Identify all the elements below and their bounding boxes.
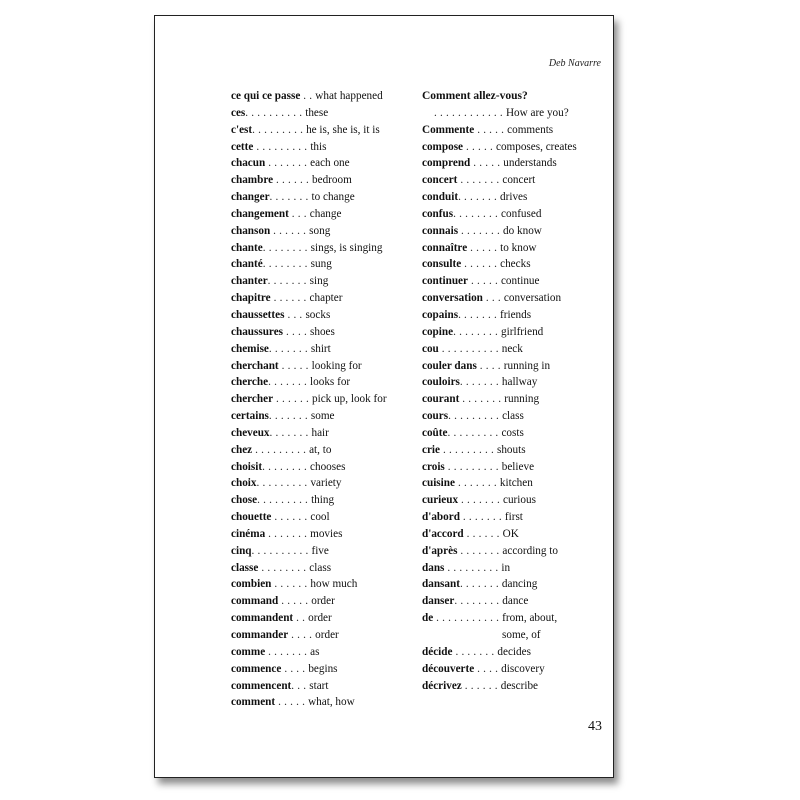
glossary-entry [422, 560, 607, 577]
glossary-definition: bedroom [312, 174, 352, 187]
glossary-term: cinq [231, 544, 252, 557]
glossary-entry [422, 206, 607, 223]
glossary-term: coûte [422, 426, 448, 439]
glossary-term: copains [422, 308, 459, 321]
glossary-definition: hair [311, 426, 329, 439]
leader-dots: . . . . . . . . . [253, 140, 311, 153]
glossary-definition: costs [501, 426, 524, 439]
leader-dots: . . . . . . [271, 578, 311, 591]
glossary-entry [231, 374, 406, 391]
leader-dots: . . . . . . . . . [252, 443, 310, 456]
glossary-definition: class [309, 561, 332, 574]
glossary-entry [231, 172, 406, 189]
glossary-term: cette [231, 140, 254, 153]
glossary-entry [231, 560, 406, 577]
glossary-entry [422, 543, 607, 560]
glossary-term: chacun [231, 157, 266, 170]
glossary-definition: hallway [501, 376, 538, 389]
glossary-term: chemise [231, 342, 269, 355]
leader-dots: . . . . . . . . [262, 258, 311, 271]
glossary-definition: thing [311, 494, 335, 507]
glossary-heading-continuation [422, 105, 607, 122]
leader-dots: . . . . . . [463, 527, 503, 540]
leader-dots: . . . . . . . . . . [251, 544, 312, 557]
glossary-entry [422, 678, 607, 695]
glossary-entry [231, 442, 406, 459]
glossary-term: continuer [422, 275, 468, 288]
glossary-definition: change [309, 207, 342, 220]
glossary-definition: composes, creates [495, 140, 577, 153]
glossary-definition: according to [502, 544, 558, 557]
glossary-term: dans [422, 561, 445, 574]
glossary-entry [422, 358, 607, 375]
glossary-entry [231, 576, 406, 593]
glossary-definition: from, about, [502, 612, 558, 625]
glossary-definition: what, how [308, 696, 355, 709]
glossary-definition: song [309, 224, 331, 237]
glossary-entry [231, 139, 406, 156]
glossary-definition: conversation [503, 292, 562, 305]
glossary-term: cuisine [422, 477, 455, 490]
glossary-definition: chooses [310, 460, 346, 473]
leader-dots: . . . . . . . [459, 376, 502, 389]
glossary-term: changement [231, 207, 289, 220]
glossary-entry [422, 492, 607, 509]
leader-dots: . . . . . . . . . [256, 477, 311, 490]
glossary-term: cou [422, 342, 439, 355]
glossary-entry [231, 273, 406, 290]
glossary-term: chapitre [231, 292, 271, 305]
glossary-definition: curious [503, 494, 536, 507]
glossary-definition: sing [309, 275, 329, 288]
leader-dots: . . . . . . . [265, 157, 311, 170]
leader-dots: . . . . . . . . . [447, 426, 502, 439]
leader-dots: . . . . . . . [267, 275, 310, 288]
leader-dots: . . . . . . . [458, 494, 503, 507]
glossary-entry [422, 374, 607, 391]
glossary-definition: how much [310, 578, 358, 591]
glossary-entry [231, 223, 406, 240]
glossary-entry [422, 475, 607, 492]
glossary-definition: running in [503, 359, 551, 372]
glossary-entry [422, 459, 607, 476]
glossary-definition: understands [503, 157, 557, 170]
glossary-term: cheveux [231, 426, 270, 439]
glossary-definition: looks for [310, 376, 351, 389]
glossary-entry [231, 475, 406, 492]
leader-dots: . . . . . . . [268, 410, 311, 423]
right-glossary-column [422, 88, 607, 694]
leader-dots: . . . . . . . . . . . . [434, 106, 506, 119]
glossary-entry [231, 459, 406, 476]
leader-dots: . . . [291, 679, 310, 692]
leader-dots: . . . . . . . . . [252, 123, 307, 136]
leader-dots: . . . . . . [461, 679, 501, 692]
glossary-entry [422, 324, 607, 341]
leader-dots: . . . . . [463, 140, 496, 153]
glossary-term: couloirs [422, 376, 460, 389]
glossary-definition: he is, she is, it is [306, 123, 380, 136]
leader-dots: . . . . . . . . . [444, 460, 502, 473]
glossary-entry [231, 122, 406, 139]
glossary-term: certains [231, 410, 269, 423]
glossary-entry [422, 442, 607, 459]
leader-dots: . . . . . . [461, 258, 501, 271]
leader-dots: . . . . [288, 629, 316, 641]
glossary-definition: order [308, 612, 332, 625]
glossary-entry [231, 88, 406, 105]
glossary-definition: sung [310, 258, 332, 271]
glossary-term: chaussures [231, 325, 284, 338]
glossary-definition: as [310, 645, 320, 658]
glossary-term: conduit [422, 191, 459, 204]
glossary-definition: at, to [309, 443, 332, 456]
glossary-entry [422, 273, 607, 290]
glossary-entry [422, 240, 607, 257]
glossary-definition: some, of [502, 629, 541, 641]
glossary-term: choisit [231, 460, 263, 473]
glossary-entry [231, 206, 406, 223]
glossary-term: de [422, 612, 434, 625]
leader-dots: . . . . . . . [459, 578, 502, 591]
glossary-term: connais [422, 224, 459, 237]
glossary-entry [231, 492, 406, 509]
glossary-entry [231, 526, 406, 543]
glossary-entry [231, 358, 406, 375]
glossary-term: d'abord [422, 511, 460, 524]
glossary-definition: pick up, look for [312, 393, 387, 406]
leader-dots: . . . . . . . . . . [438, 342, 502, 355]
glossary-definition: How are you? [505, 106, 569, 119]
leader-dots: . . . . . . . [457, 544, 503, 557]
glossary-term: Commente [422, 123, 475, 136]
leader-dots: . . . . . . . [457, 174, 503, 187]
glossary-term: courant [422, 393, 460, 406]
glossary-term: chanson [231, 224, 271, 237]
leader-dots: . . . . . . . . [262, 460, 311, 473]
glossary-definition: this [310, 140, 327, 153]
glossary-definition: discovery [501, 662, 545, 675]
glossary-entry [231, 324, 406, 341]
leader-dots: . . . . [281, 662, 309, 675]
glossary-term: chambre [231, 174, 274, 187]
glossary-entry [231, 627, 406, 644]
glossary-term: comme [231, 645, 266, 658]
left-glossary-column [231, 88, 406, 711]
glossary-definition: to change [311, 191, 355, 204]
glossary-definition: start [309, 679, 329, 692]
leader-dots: . . . . . . . . [453, 207, 502, 220]
leader-dots: . . . . . . [271, 511, 311, 524]
glossary-term: connaître [422, 241, 468, 254]
glossary-definition: begins [308, 662, 338, 675]
glossary-entry [231, 256, 406, 273]
glossary-definition: describe [500, 679, 539, 692]
leader-dots: . . . . . . . [459, 511, 505, 524]
glossary-entry [231, 678, 406, 695]
glossary-definition: some [310, 410, 335, 423]
glossary-term: décide [422, 645, 453, 658]
leader-dots: . . . . . [470, 157, 504, 170]
glossary-term: découverte [422, 662, 475, 675]
running-header-author: Deb Navarre [548, 58, 601, 69]
glossary-entry [422, 576, 607, 593]
leader-dots: . . . [288, 207, 310, 220]
leader-dots: . . . . . . . . . [444, 561, 502, 574]
glossary-term: ce qui ce passe [231, 90, 301, 102]
leader-dots: . . . . . [278, 595, 312, 608]
leader-dots: . . . . . . . [454, 477, 500, 490]
leader-dots: . . . . . . . [459, 393, 505, 406]
glossary-entry [231, 661, 406, 678]
glossary-definition: movies [310, 527, 343, 540]
glossary-definition: looking for [311, 359, 362, 372]
leader-dots: . . . . . . . [458, 308, 501, 321]
glossary-entry [422, 509, 607, 526]
glossary-entry [422, 122, 607, 139]
leader-dots: . . . . . . . [458, 191, 501, 204]
glossary-entry [422, 408, 607, 425]
glossary-term: commence [231, 662, 282, 675]
leader-dots: . . . . . . . [268, 342, 311, 355]
glossary-term: chanté [231, 258, 263, 271]
glossary-definition: running [504, 393, 540, 406]
glossary-definition: variety [310, 477, 342, 490]
glossary-term: cours [422, 410, 449, 423]
glossary-entry [422, 593, 607, 610]
glossary-term: décrivez [422, 679, 462, 692]
glossary-term: chanter [231, 275, 268, 288]
glossary-entry [231, 610, 406, 627]
glossary-definition: continue [500, 275, 540, 288]
glossary-term: compose [422, 140, 464, 153]
leader-dots: . . . . . . . [268, 376, 311, 389]
glossary-definition: cool [310, 511, 330, 524]
glossary-definition: shirt [310, 342, 331, 355]
glossary-entry [422, 256, 607, 273]
leader-dots: . . . [482, 292, 504, 305]
glossary-entry [422, 526, 607, 543]
leader-dots: . . . . [476, 359, 504, 372]
leader-dots: . . . . . . . . [454, 595, 503, 608]
leader-dots: . . . . . . . [269, 426, 312, 439]
leader-dots: . . . . . . [273, 174, 313, 187]
leader-dots: . . . . . [275, 696, 309, 709]
leader-dots: . . . . . . . . . [257, 494, 312, 507]
leader-dots: . . . . . . . [452, 645, 498, 658]
glossary-term: commander [231, 629, 289, 641]
glossary-entry [422, 172, 607, 189]
glossary-definition: these [305, 106, 329, 119]
leader-dots: . . . . . . [270, 292, 310, 305]
glossary-entry [231, 240, 406, 257]
leader-dots: . . . . . . . . [453, 325, 502, 338]
document-page [154, 15, 614, 778]
leader-dots: . . . . . [468, 275, 501, 288]
glossary-definition: kitchen [499, 477, 533, 490]
glossary-entry [231, 290, 406, 307]
leader-dots: . . . . . [467, 241, 501, 254]
leader-dots: . . . . . . . . [262, 241, 311, 254]
glossary-entry [231, 644, 406, 661]
leader-dots: . . . . . . [270, 224, 310, 237]
leader-dots: . . . . . . [273, 393, 313, 406]
glossary-term: d'accord [422, 527, 464, 540]
glossary-term: crois [422, 460, 445, 473]
glossary-definition: OK [502, 527, 519, 540]
leader-dots: . . . . [474, 662, 502, 675]
glossary-definition: class [502, 410, 524, 423]
leader-dots: . . . . . . . [269, 191, 312, 204]
glossary-entry [231, 189, 406, 206]
glossary-entry [422, 425, 607, 442]
glossary-term: cinéma [231, 527, 266, 540]
glossary-definition: comments [507, 123, 554, 136]
glossary-definition: dance [502, 595, 529, 608]
glossary-term: changer [231, 191, 270, 204]
glossary-definition: sings, is singing [310, 241, 383, 254]
glossary-entry [422, 341, 607, 358]
glossary-definition: chapter [309, 292, 343, 305]
glossary-definition: dancing [501, 578, 538, 591]
leader-dots: . . . . . . . [265, 527, 311, 540]
glossary-term: copine [422, 325, 454, 338]
glossary-term: chez [231, 443, 253, 456]
glossary-definition: decides [497, 645, 531, 658]
glossary-term: classe [231, 561, 259, 574]
leader-dots: . . [300, 90, 316, 102]
page-number: 43 [588, 719, 602, 734]
glossary-entry [422, 391, 607, 408]
glossary-entry [231, 341, 406, 358]
glossary-definition: each one [310, 157, 350, 170]
glossary-entry [231, 694, 406, 711]
glossary-definition: order [315, 629, 339, 641]
glossary-entry [422, 627, 607, 644]
leader-dots: . . . . . . . . . . [245, 106, 306, 119]
glossary-entry [231, 155, 406, 172]
glossary-entry [422, 189, 607, 206]
glossary-heading-phrase: Comment allez-vous? [422, 90, 528, 102]
glossary-term: chaussettes [231, 308, 285, 321]
glossary-entry [422, 610, 607, 627]
glossary-term: chercher [231, 393, 274, 406]
leader-dots: . . . . [283, 325, 310, 338]
glossary-term: couler dans [422, 359, 477, 372]
glossary-definition: believe [501, 460, 535, 473]
glossary-entry [231, 391, 406, 408]
glossary-term: curieux [422, 494, 459, 507]
glossary-definition: girlfriend [501, 325, 544, 338]
glossary-term: confus [422, 207, 454, 220]
glossary-entry [422, 644, 607, 661]
glossary-definition: shoes [310, 325, 335, 338]
leader-dots: . . . . . . . [265, 645, 311, 658]
glossary-entry [231, 593, 406, 610]
glossary-definition: friends [500, 308, 532, 321]
glossary-definition: what happened [315, 90, 383, 102]
glossary-entry [231, 509, 406, 526]
glossary-entry [231, 425, 406, 442]
glossary-term: commencent [231, 679, 292, 692]
glossary-term: chose [231, 494, 258, 507]
leader-dots: . . [293, 612, 309, 625]
leader-dots: . . . . . [278, 359, 312, 372]
glossary-term: concert [422, 174, 458, 187]
glossary-entry [231, 408, 406, 425]
glossary-term: conversation [422, 292, 483, 305]
glossary-term: choix [231, 477, 257, 490]
glossary-term: dansant [422, 578, 460, 591]
glossary-term: c'est [231, 123, 253, 136]
glossary-definition: five [311, 544, 329, 557]
glossary-term: command [231, 595, 279, 608]
glossary-term: commandent [231, 612, 294, 625]
glossary-term: comment [231, 696, 276, 709]
glossary-definition: first [504, 511, 523, 524]
leader-dots: . . . [284, 308, 306, 321]
glossary-definition: confused [501, 207, 542, 220]
glossary-term: comprend [422, 157, 471, 170]
glossary-term: cherche [231, 376, 269, 389]
glossary-entry [231, 307, 406, 324]
glossary-entry [422, 139, 607, 156]
glossary-definition: socks [305, 308, 331, 321]
glossary-definition: in [501, 561, 511, 574]
glossary-term: cherchant [231, 359, 279, 372]
glossary-term: chouette [231, 511, 272, 524]
glossary-definition: do know [503, 224, 542, 237]
leader-dots: . . . . . . . . [258, 561, 310, 574]
glossary-definition: concert [502, 174, 536, 187]
glossary-term: danser [422, 595, 455, 608]
leader-dots: . . . . . . . . . [440, 443, 497, 456]
glossary-definition: drives [500, 191, 528, 204]
glossary-definition: to know [500, 241, 537, 254]
leader-dots: . . . . . . . . . [448, 410, 503, 423]
glossary-term: crie [422, 443, 441, 456]
glossary-entry [422, 223, 607, 240]
glossary-entry [422, 307, 607, 324]
glossary-definition: checks [500, 258, 531, 271]
leader-dots: . . . . . . . [458, 224, 504, 237]
glossary-entry [422, 155, 607, 172]
glossary-term: combien [231, 578, 272, 591]
glossary-entry [422, 661, 607, 678]
glossary-term: ces [231, 106, 246, 119]
glossary-entry [231, 543, 406, 560]
glossary-definition: neck [501, 342, 523, 355]
glossary-term: d'après [422, 544, 458, 557]
glossary-term: consulte [422, 258, 462, 271]
leader-dots: . . . . . . . . . . . [433, 612, 503, 625]
glossary-entry [422, 290, 607, 307]
glossary-term: chante [231, 241, 263, 254]
glossary-entry [231, 105, 406, 122]
leader-dots: . . . . . [474, 123, 508, 136]
glossary-definition: shouts [496, 443, 526, 456]
glossary-definition: order [311, 595, 335, 608]
